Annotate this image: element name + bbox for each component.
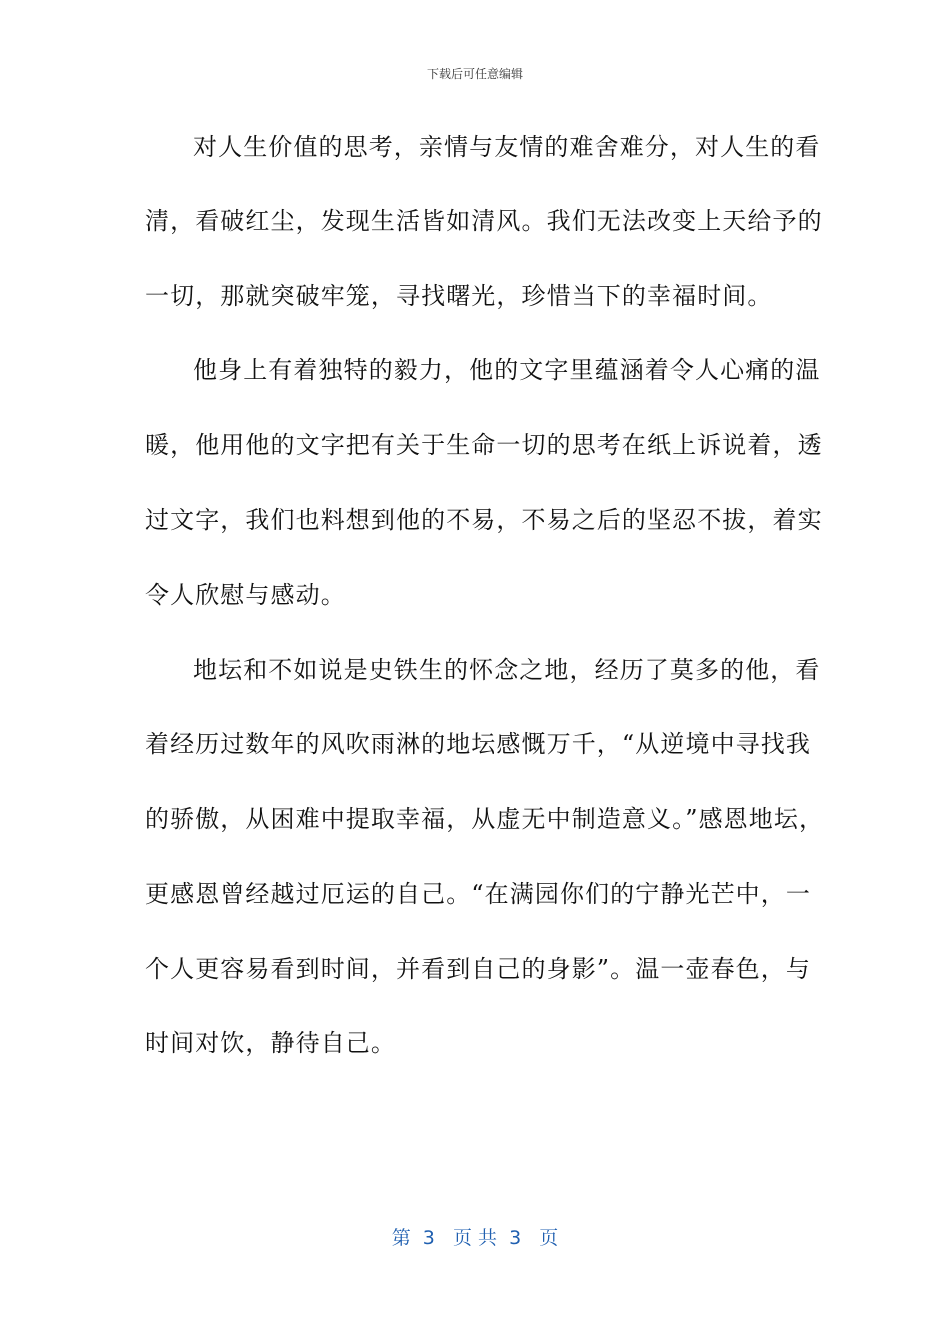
paragraph-2-line-4: 令人欣慰与感动。: [145, 581, 346, 609]
paragraph-1-line-1: 对人生价值的思考，亲情与友情的难舍难分，对人生的看: [193, 133, 821, 161]
paragraph-3-line-3: 的骄傲，从困难中提取幸福，从虚无中制造意义。”感恩地坛，: [145, 805, 825, 833]
paragraph-3-line-6: 时间对饮，静待自己。: [145, 1029, 396, 1057]
paragraph-1-line-2: 清，看破红尘，发现生活皆如清风。我们无法改变上天给予的: [145, 207, 823, 235]
paragraph-3-line-4: 更感恩曾经越过厄运的自己。“在满园你们的宁静光芒中，一: [145, 880, 811, 908]
paragraph-1-line-3: 一切，那就突破牢笼，寻找曙光，珍惜当下的幸福时间。: [145, 282, 773, 310]
paragraph-2-line-3: 过文字，我们也料想到他的不易，不易之后的坚忍不拔，着实: [145, 506, 823, 534]
paragraph-3-line-2: 着经历过数年的风吹雨淋的地坛感慨万千，“从逆境中寻找我: [145, 730, 811, 758]
page-header: 下载后可任意编辑: [426, 67, 523, 81]
paragraph-2-line-1: 他身上有着独特的毅力，他的文字里蕴涵着令人心痛的温: [193, 356, 821, 384]
paragraph-3-line-1: 地坛和不如说是史铁生的怀念之地，经历了莫多的他，看: [193, 656, 821, 684]
paragraph-3-line-5: 个人更容易看到时间，并看到自己的身影”。温一壶春色，与: [145, 955, 811, 983]
page-footer: 第 3 页 共 3 页: [391, 1227, 559, 1249]
paragraph-2-line-2: 暖，他用他的文字把有关于生命一切的思考在纸上诉说着，透: [145, 431, 823, 459]
